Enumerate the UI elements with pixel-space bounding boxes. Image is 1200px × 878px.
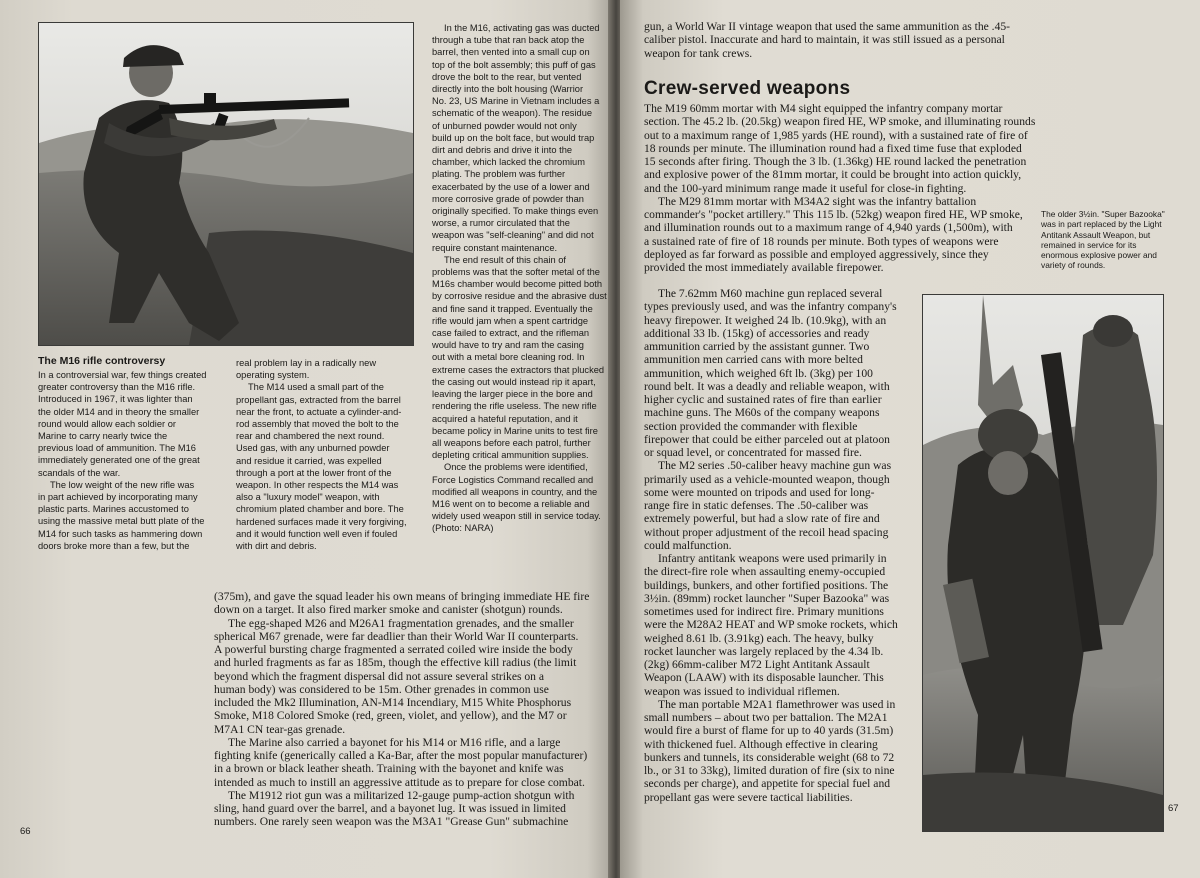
text-line: range fire in static defenses. The .50-caliber was: [644, 499, 869, 512]
text-line: The M1912 riot gun was a militarized 12-gauge pump-action shotgun with: [228, 788, 575, 802]
caption-column-3: [432, 22, 607, 535]
text-line: in a brown or black leather sheath. Training with the bayonet and knife was: [214, 762, 564, 776]
caption-line: plastic parts. Marines accustomed to: [38, 504, 189, 515]
caption-line: build up on the bolt face, but would trap: [432, 132, 595, 143]
caption-line: through a port at the lower front of the: [236, 467, 392, 478]
text-line: additional 33 lb. (15kg) of accessories and ready: [644, 326, 870, 340]
text-line: human body) was considered to be 15m. Other grenades in common use: [214, 682, 549, 696]
caption-line: extreme cases the extractors that plucked: [432, 364, 605, 375]
bazooka-marines-illustration: [923, 295, 1163, 831]
side-caption: [1041, 209, 1165, 271]
text-line: weighed 8.61 lb. (3.91kg) each. The heavy, bulky: [644, 631, 874, 645]
text-line: a sustained rate of fire of 18 rounds per minute. Both types of weapons were: [644, 234, 999, 248]
caption-line: require constant maintenance.: [432, 242, 558, 253]
side-caption-line: remained in service for its: [1041, 239, 1137, 250]
side-caption-line: The older 3½in. "Super Bazooka": [1041, 209, 1165, 219]
caption-line: The M14 used a small part of the: [248, 382, 384, 393]
caption-line: problems was that the softer metal of the: [432, 267, 600, 278]
caption-line: rifle would jam when a spent cartridge: [432, 315, 589, 326]
caption-line: No. 23, US Marine in Vietnam includes a: [432, 96, 600, 107]
caption-line: all weapons before each patrol, further: [432, 437, 591, 448]
caption-line: in part achieved by incorporating many: [38, 492, 198, 503]
caption-line: propellant gas, extracted from the barrel: [236, 394, 401, 405]
text-line: The man portable M2A1 flamethrower was used in: [658, 697, 896, 711]
text-line: propellant gas were severe tactical liabilities.: [644, 790, 853, 804]
text-line: buildings, bunkers, and other fortified positions. The: [644, 578, 889, 592]
text-line: provided the most immediately available firepower.: [644, 261, 884, 274]
text-line: The M29 81mm mortar with M34A2 sight was the infantry battalion: [658, 194, 977, 208]
caption-line: Marine to carry nearly twice the: [38, 431, 168, 442]
text-line: The Marine also carried a bayonet for his M14 or M16 rifle, and a large: [228, 735, 561, 749]
caption-line: widely used weapon still in service today.: [432, 511, 601, 522]
caption-line: and residue it carried, was expelled: [236, 455, 382, 466]
caption-line: schematic of the weapon). The residue: [432, 108, 593, 119]
text-line: and hurled fragments as far as 185m, though the effective kill radius (the limit: [214, 656, 577, 670]
text-line: lb., or 31 to 33kg), limited duration of fire (six to nine: [644, 764, 895, 777]
text-line: without proper adjustment of the recoil head spacing: [644, 525, 889, 539]
text-line: sometimes used for indirect fire. Primary munitions: [644, 605, 884, 618]
text-line: extremely powerful, but had a slow rate of fire and: [644, 512, 880, 526]
text-line: Smoke, M18 Colored Smoke (red, green, violet, and yellow), and the M7 or: [214, 709, 567, 723]
page-number-right: 67: [1168, 803, 1179, 814]
caption-line: Introduced in 1967, it was lighter than: [38, 394, 193, 405]
caption-line: depleting critical ammunition supplies.: [432, 450, 589, 461]
text-line: (375m), and gave the squad leader his own means of bringing immediate HE fire: [214, 590, 590, 603]
caption-line: Force Logistics Command recalled and: [432, 474, 594, 485]
caption-line: rear and chambered the next round.: [236, 431, 385, 442]
caption-line: and fine sand it trapped. Eventually the: [432, 303, 593, 314]
text-line: firepower that could be either parceled out at platoon: [644, 432, 890, 446]
text-line: intended as much to instill an aggressive attitude as to prepare for close combat.: [214, 775, 585, 789]
caption-line: using the massive metal butt plate of the: [38, 516, 205, 527]
caption-line: doors broke more than a few, but the: [38, 540, 190, 551]
text-line: were the M28A2 HEAT and WP smoke rockets, which: [644, 618, 898, 632]
caption-line: The end result of this chain of: [444, 254, 566, 265]
caption-line: the casing out would instead rip it apart,: [432, 376, 596, 387]
text-line: could malfunction.: [644, 538, 732, 552]
caption-line: M16 went on to become a reliable and: [432, 498, 590, 509]
caption-line: scandals of the war.: [38, 467, 121, 478]
caption-line: out with a metal bore cleaning rod. In: [432, 352, 585, 363]
caption-line: by corrosive residue and the abrasive dust: [432, 291, 607, 302]
caption-line: originally specified. To make things even: [432, 206, 599, 217]
caption-line: also a "luxury model" weapon, with: [236, 492, 380, 503]
text-line: ammunition, which weighed 6ft lb. (3kg) per 100: [644, 366, 873, 380]
caption-line: chromium plated chamber and bore. The: [236, 504, 404, 515]
text-line: The egg-shaped M26 and M26A1 fragmentation grenades, and the smaller: [228, 616, 574, 630]
marine-rifle-illustration: [39, 23, 413, 345]
caption-line: hardened surfaces made it very forgiving,: [236, 516, 407, 527]
text-line: out to a maximum range of 1,985 yards (HE round), with a sustained rate of fire of: [644, 128, 1028, 142]
caption-line: directly into the bolt housing (Warrior: [432, 84, 584, 95]
text-line: or squad level, or concentrated for massed fire.: [644, 446, 862, 459]
caption-title: The M16 rifle controversy: [38, 355, 166, 367]
text-line: The 7.62mm M60 machine gun replaced several: [658, 287, 883, 300]
caption-line: real problem lay in a radically new: [236, 358, 377, 368]
caption-line: Once the problems were identified,: [444, 462, 588, 473]
right-top-text: [644, 102, 1035, 274]
text-line: included the Mk2 Illumination, AN-M14 Incendiary, M15 White Phosphorus: [214, 696, 572, 709]
caption-line: rendering the rifle useless. The new rifle: [432, 401, 597, 412]
text-line: small numbers – about two per battalion. The M2A1: [644, 711, 888, 724]
caption-column-2: [236, 357, 407, 552]
marine-rifle-photo: [38, 22, 414, 346]
left-body-text: [214, 590, 589, 829]
caption-line: operating system.: [236, 370, 310, 381]
section-heading: Crew-served weapons: [644, 78, 851, 99]
page-number-left: 66: [20, 826, 31, 837]
text-line: deployed as far forward as possible and employed aggressively, since they: [644, 247, 989, 261]
text-line: machine guns. The M60s of the company weapons: [644, 406, 880, 420]
caption-line: top of the bolt assembly; this puff of gas: [432, 59, 596, 70]
text-line: numbers. One rarely seen weapon was the M3A1 "Grease Gun" submachine: [214, 815, 569, 829]
text-line: down on a target. It also fired marker smoke and canister (shotgun) rounds.: [214, 603, 563, 617]
text-line: types previously used, and was the infantry company's: [644, 300, 897, 314]
text-line: heavy firepower. It weighed 24 lb. (10.9kg), with an: [644, 313, 887, 327]
caption-line: dirt and debris and drive it into the: [432, 145, 573, 156]
text-line: commander's "pocket artillery." This 115 lb. (52kg) weapon fired HE, WP smoke,: [644, 208, 1023, 221]
side-caption-line: enormous explosive power and: [1041, 250, 1157, 261]
caption-line: weapon. In other respects the M14 was: [236, 480, 399, 491]
text-line: fighting knife (generically called a Ka-Bar, after the most popular manufacturer): [214, 749, 588, 762]
caption-line: The low weight of the new rifle was: [50, 479, 195, 490]
text-line: M7A1 CN tear-gas grenade.: [214, 722, 346, 736]
text-line: with thickened fuel. Although effective in clearing: [644, 737, 878, 751]
text-line: beyond which the fragment dispersal did not assure several strikes on a: [214, 669, 545, 683]
text-line: and the 100-yard minimum range made it useful for close-in fighting.: [644, 181, 967, 195]
text-line: (2kg) 66mm-caliber M72 Light Antitank Assault: [644, 658, 870, 671]
caption-line: the older M14 and in theory the smaller: [38, 406, 200, 417]
caption-line: immediately generated one of the great: [38, 455, 200, 466]
right-page: [620, 0, 1200, 878]
text-line: section provided the commander with flexible: [644, 419, 858, 433]
caption-line: rod assembly that moved the bolt to the: [236, 419, 399, 430]
text-line: the direct-fire role when assaulting enemy-occupied: [644, 565, 886, 579]
text-line: round belt. It was a deadly and reliable weapon, with: [644, 379, 890, 393]
caption-line: worse, a rumor circulated that the: [432, 218, 570, 229]
text-line: The M19 60mm mortar with M4 sight equipped the infantry company mortar: [644, 102, 1003, 115]
text-line: The M2 series .50-caliber heavy machine gun was: [658, 459, 892, 473]
text-line: 18 rounds per minute. The illumination round had a fixed time fuse that exploded: [644, 141, 1022, 155]
text-line: caliber pistol. Inaccurate and hard to maintain, it was still issued as a personal: [644, 33, 1005, 47]
caption-line: round would allow each soldier or: [38, 418, 176, 429]
caption-line: modified all weapons in country, and the: [432, 486, 598, 497]
caption-line: with dirt and debris.: [236, 541, 317, 552]
text-line: weapon for tank crews.: [644, 46, 753, 60]
caption-line: plating. The problem was further: [432, 169, 566, 180]
text-line: spherical M67 grenade, were far deadlier than their World War II counterparts.: [214, 629, 579, 643]
text-line: 3½in. (89mm) rocket launcher "Super Bazooka" was: [644, 591, 890, 605]
caption-line: would have to try and ram the casing: [432, 340, 584, 351]
caption-line: In a controversial war, few things created: [38, 370, 207, 380]
side-caption-line: was in part replaced by the Light: [1041, 219, 1162, 230]
text-line: and explosive power of the 81mm mortar, it could be brought into action quickly,: [644, 168, 1022, 182]
caption-line: more corrosive grade of powder than: [432, 193, 584, 204]
caption-line: and it would function well even if fouled: [236, 528, 398, 539]
caption-line: drove the bolt to the rear, but vented: [432, 71, 582, 82]
text-line: seconds per charge), and appetite for special fuel and: [644, 777, 891, 791]
text-line: and illumination rounds out to a maximum range of 4,940 yards (1,500m), with: [644, 221, 1013, 235]
right-intro-text: [644, 20, 1010, 60]
caption-line: near the front, to actuate a cylinder-and-: [236, 406, 402, 417]
text-line: some were mounted on tripods and used for long-: [644, 485, 875, 499]
text-line: ammunition carried by the assistant gunner. Two: [644, 340, 870, 353]
caption-line: exacerbated by the use of a lower and: [432, 181, 590, 192]
text-line: bunkers and tunnels, its considerable weight (68 to 72: [644, 750, 895, 764]
text-line: higher cyclic and sustained rates of fire than earlier: [644, 393, 882, 406]
text-line: would fire a burst of flame for up to 40 yards (31.5m): [644, 724, 894, 738]
text-line: 15 seconds after firing. Though the 3 lb. (1.36kg) HE round lacked the penetration: [644, 155, 1027, 168]
caption-line: In the M16, activating gas was ducted: [444, 23, 600, 33]
text-line: rocket launcher was largely replaced by the 4.34 lb.: [644, 644, 884, 658]
caption-line: leaving the larger piece in the bore and: [432, 389, 593, 400]
caption-column-1: [38, 369, 206, 552]
caption-line: through a tube that ran back atop the: [432, 35, 585, 46]
text-line: ammunition men carried cans with more belted: [644, 353, 863, 367]
caption-line: previous load of ammunition. The M16: [38, 443, 196, 454]
caption-line: M16s chamber would become pitted both: [432, 279, 603, 290]
text-line: gun, a World War II vintage weapon that used the same ammunition as the .45-: [644, 20, 1011, 33]
side-caption-line: Antitank Assault Weapon, but: [1041, 229, 1151, 240]
text-line: sling, hand guard over the barrel, and a bayonet lug. It was issued in limited: [214, 802, 566, 815]
text-line: primarily used as a vehicle-mounted weapon, though: [644, 472, 890, 486]
caption-line: weapon was "self-cleaning" and did not: [432, 230, 594, 241]
text-line: Infantry antitank weapons were used primarily in: [658, 552, 887, 565]
caption-line: case failed to extract, and the rifleman: [432, 328, 590, 339]
caption-line: became policy in Marine units to test fire: [432, 425, 598, 436]
side-caption-line: variety of rounds.: [1041, 260, 1106, 271]
caption-line: of unburned powder would not only: [432, 120, 577, 131]
caption-line: acquired a hateful reputation, and it: [432, 413, 578, 424]
right-narrow-text: [644, 287, 898, 804]
caption-line: barrel, then vented into a small cup on: [432, 47, 590, 58]
caption-line: M14 for such tasks as hammering down: [38, 528, 203, 539]
text-line: weapon was issued to individual riflemen.: [644, 684, 840, 698]
bazooka-marines-photo: [922, 294, 1164, 832]
caption-line: chamber, which lacked the chromium: [432, 157, 585, 168]
caption-line: Used gas, with any unburned powder: [236, 443, 390, 454]
text-line: A powerful bursting charge fragmented a serrated coiled wire inside the body: [214, 643, 573, 656]
text-line: Weapon (LAAW) with its disposable launcher. This: [644, 671, 884, 685]
caption-line: (Photo: NARA): [432, 523, 494, 534]
text-line: section. The 45.2 lb. (20.5kg) weapon fired HE, WP smoke, and illuminating rounds: [644, 115, 1036, 129]
caption-line: greater controversy than the M16 rifle.: [38, 382, 196, 393]
